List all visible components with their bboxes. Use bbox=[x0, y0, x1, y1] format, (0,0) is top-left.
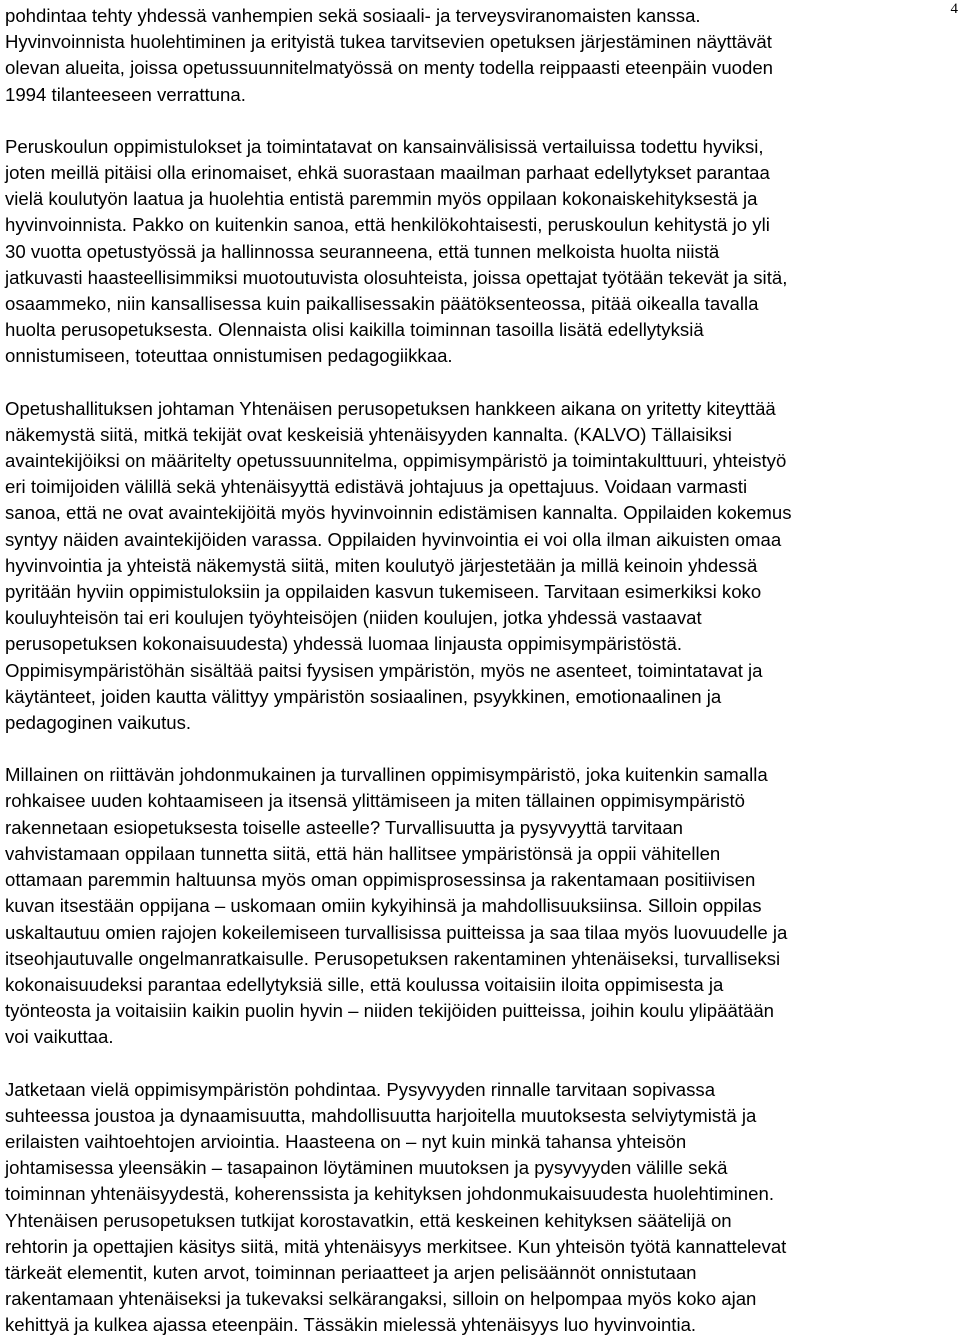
text-line: Yhtenäisen perusopetuksen tutkijat korostavatkin, että keskeinen kehityksen säätelijä on bbox=[5, 1209, 732, 1231]
text-line: onnistumiseen, toteuttaa onnistumisen pedagogiikkaa. bbox=[5, 345, 453, 367]
text-line: olevan alueita, joissa opetussuunnitelmatyössä on menty todella reippaasti eteenpäin vuoden bbox=[5, 57, 774, 79]
paragraph bbox=[5, 3, 954, 108]
text-line: käytänteet, joiden kautta välittyy ympäristön sosiaalinen, psyykkinen, emotionaalinen ja bbox=[5, 685, 722, 707]
text-line: eri toimijoiden välillä sekä yhtenäisyyttä edistävä johtajuus ja opettajuus. Voidaan varmasti bbox=[5, 476, 748, 498]
text-line: pyritään hyviin oppimistuloksiin ja oppilaiden kasvun tukemiseen. Tarvitaan esimerkiksi koko bbox=[5, 581, 762, 603]
text-line: rakennetaan esiopetuksesta toiselle asteelle? Turvallisuutta ja pysyvyyttä tarvitaan bbox=[5, 816, 684, 838]
text-line: näkemystä siitä, mitkä tekijät ovat keskeisiä yhtenäisyyden kannalta. (KALVO) Tällaisiksi bbox=[5, 423, 732, 445]
page-number: 4 bbox=[950, 1, 958, 17]
text-line: perusopetuksen kokonaisuudesta) yhdessä luomaa linjausta oppimisympäristöstä. bbox=[5, 633, 682, 655]
text-line: Opetushallituksen johtaman Yhtenäisen perusopetuksen hankkeen aikana on yritetty kiteyttää bbox=[5, 397, 776, 419]
text-line: rakentamaan yhtenäiseksi ja tukevaksi selkärangaksi, silloin on helpompaa myös koko ajan bbox=[5, 1288, 757, 1310]
text-line: Hyvinvoinnista huolehtiminen ja erityistä tukea tarvitsevien opetuksen järjestäminen näyttävät bbox=[5, 31, 772, 53]
text-line: ottamaan paremmin haltuunsa myös oman oppimisprosessinsa ja rakentamaan positiivisen bbox=[5, 869, 756, 891]
text-line: kehittyä ja kulkea ajassa eteenpäin. Tässäkin mielessä yhtenäisyys luo hyvinvointia. bbox=[5, 1314, 697, 1336]
text-line: jatkuvasti haasteellisimmiksi muotoutuvista olosuhteista, joissa opettajat työtään tekevät ja sitä, bbox=[5, 266, 788, 288]
text-line: Peruskoulun oppimistulokset ja toimintatavat on kansainvälisissä vertailuissa todettu hyviksi, bbox=[5, 135, 764, 157]
text-line: vahvistamaan oppilaan tunnetta siitä, että hän hallitsee ympäristönsä ja oppii vähitellen bbox=[5, 842, 721, 864]
text-line: huolta perusopetuksesta. Olennaista olisi kaikilla toiminnan tasoilla lisätä edellytyksiä bbox=[5, 319, 704, 341]
text-line: joten meillä pitäisi olla erinomaiset, ehkä suorastaan maailman parhaat edellytykset parantaa bbox=[5, 162, 770, 184]
text-line: syntyy näiden avaintekijöiden varassa. Oppilaiden hyvinvointia ei voi olla ilman aikuisten omaa bbox=[5, 528, 782, 550]
text-line: tärkeät elementit, kuten arvot, toiminnan periaatteet ja arjen pelisäännöt onnistutaan bbox=[5, 1261, 697, 1283]
text-line: johtamisessa yleensäkin – tasapainon löytäminen muutoksen ja pysyvyyden välille sekä bbox=[5, 1157, 728, 1179]
text-line: 1994 tilanteeseen verrattuna. bbox=[5, 83, 246, 105]
text-line: kouluyhteisön tai eri koulujen työyhteisöjen (niiden koulujen, jotka yhdessä vastaavat bbox=[5, 607, 702, 629]
text-line: uskaltautuu omien rajojen kokeilemiseen turvallisissa puitteissa ja saa tilaa myös luovuudelle ja bbox=[5, 921, 788, 943]
text-line: kokonaisuudeksi parantaa edellytyksiä sille, että koulussa voitaisiin iloita oppimisesta ja bbox=[5, 973, 724, 995]
text-line: rehtorin ja opettajien käsitys siitä, mitä yhtenäisyys merkitsee. Kun yhteisön työtä kannattelevat bbox=[5, 1235, 787, 1257]
text-line: Jatketaan vielä oppimisympäristön pohdintaa. Pysyvyyden rinnalle tarvitaan sopivassa bbox=[5, 1078, 716, 1100]
text-line: pohdintaa tehty yhdessä vanhempien sekä sosiaali- ja terveysviranomaisten kanssa. bbox=[5, 5, 701, 26]
text-line: pedagoginen vaikutus. bbox=[5, 712, 192, 734]
text-line: itseohjautuvalle ongelmanratkaisulle. Perusopetuksen rakentaminen yhtenäiseksi, turvalliseksi bbox=[5, 947, 781, 969]
text-line: suhteessa joustoa ja dynaamisuutta, mahdollisuutta harjoitella muutoksesta selviytymistä ja bbox=[5, 1104, 757, 1126]
text-line: 30 vuotta opetustyössä ja hallinnossa seuranneena, että tunnen melkoista huolta niistä bbox=[5, 240, 720, 262]
body-text bbox=[5, 3, 954, 1339]
paragraph bbox=[5, 396, 954, 737]
text-line: rohkaisee uuden kohtaamiseen ja itsensä ylittämiseen ja miten tällainen oppimisympäristö bbox=[5, 790, 746, 812]
text-line: kuvan itsestään oppijana – uskomaan omiin kykyihinsä ja mahdollisuuksiinsa. Silloin oppilas bbox=[5, 895, 762, 917]
text-line: erilaisten vaihtoehtojen arviointia. Haasteena on – nyt kuin minkä tahansa yhteisön bbox=[5, 1130, 687, 1152]
text-line: Oppimisympäristöhän sisältää paitsi fyysisen ympäristön, myös ne asenteet, toimintatavat ja bbox=[5, 659, 763, 681]
text-line: avaintekijöiksi on määritelty opetussuunnitelma, oppimisympäristö ja toimintakulttuuri, yhteistyö bbox=[5, 450, 787, 472]
text-line: työnteosta ja voitaisiin kaikin puolin hyvin – niiden tekijöiden puitteissa, joihin koulu ylipäätään bbox=[5, 1000, 775, 1022]
text-line: Millainen on riittävän johdonmukainen ja turvallinen oppimisympäristö, joka kuitenkin samalla bbox=[5, 764, 768, 786]
text-line: vielä koulutyön laatua ja huolehtia entistä paremmin myös oppilaan kokonaiskehityksestä ja bbox=[5, 188, 758, 210]
text-line: hyvinvointia ja yhteistä näkemystä siitä, miten koulutyö järjestetään ja millä keinoin yhdessä bbox=[5, 554, 758, 576]
paragraph bbox=[5, 1077, 954, 1339]
text-line: osaammeko, niin kansallisessa kuin paikallisessakin päätöksenteossa, pitää oikealla tavalla bbox=[5, 293, 759, 315]
text-line: toiminnan yhtenäisyydestä, koherenssista ja kehityksen johdonmukaisuudesta huolehtiminen. bbox=[5, 1183, 774, 1205]
paragraph bbox=[5, 134, 954, 370]
paragraph bbox=[5, 762, 954, 1050]
text-line: voi vaikuttaa. bbox=[5, 1026, 114, 1048]
text-line: hyvinvoinnista. Pakko on kuitenkin sanoa, että henkilökohtaisesti, peruskoulun kehitystä jo yli bbox=[5, 214, 770, 236]
text-line: sanoa, että ne ovat avaintekijöitä myös hyvinvoinnin edistämisen kannalta. Oppilaiden kokemus bbox=[5, 502, 792, 524]
